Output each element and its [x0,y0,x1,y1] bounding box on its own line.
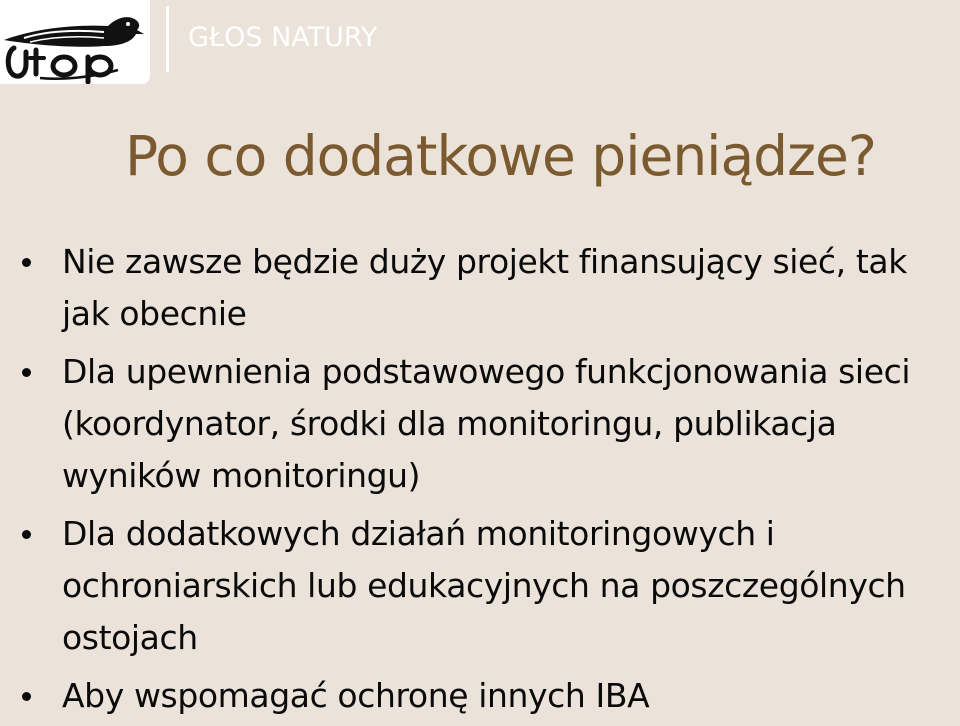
otop-logo [0,0,150,84]
bullet-text: Dla upewnienia podstawowego funkcjonowania sieci (koordynator, środki dla monitoringu, publikacja wyników monitoringu) [62,352,911,495]
bullet-text: Dla dodatkowych działań monitoringowych i ochroniarskich lub edukacyjnych na poszczególnych ostojach [62,514,906,657]
bullet-dot-icon [22,530,31,539]
header-divider [166,6,169,72]
brand-name: GŁOS NATURY [188,22,378,53]
bullet-dot-icon [22,258,31,267]
bullet-item [0,236,960,340]
bullet-dot-icon [22,368,31,377]
bullet-dot-icon [22,692,31,701]
slide-title: Po co dodatkowe pieniądze? [125,124,876,188]
bullet-item [0,670,960,722]
bullet-text: Aby wspomagać ochronę innych IBA [62,676,650,715]
bullet-item [0,508,960,664]
bird-logo-icon [0,0,150,84]
bullet-list [0,236,960,726]
bullet-item [0,346,960,502]
bullet-text: Nie zawsze będzie duży projekt finansujący sieć, tak jak obecnie [62,242,907,333]
